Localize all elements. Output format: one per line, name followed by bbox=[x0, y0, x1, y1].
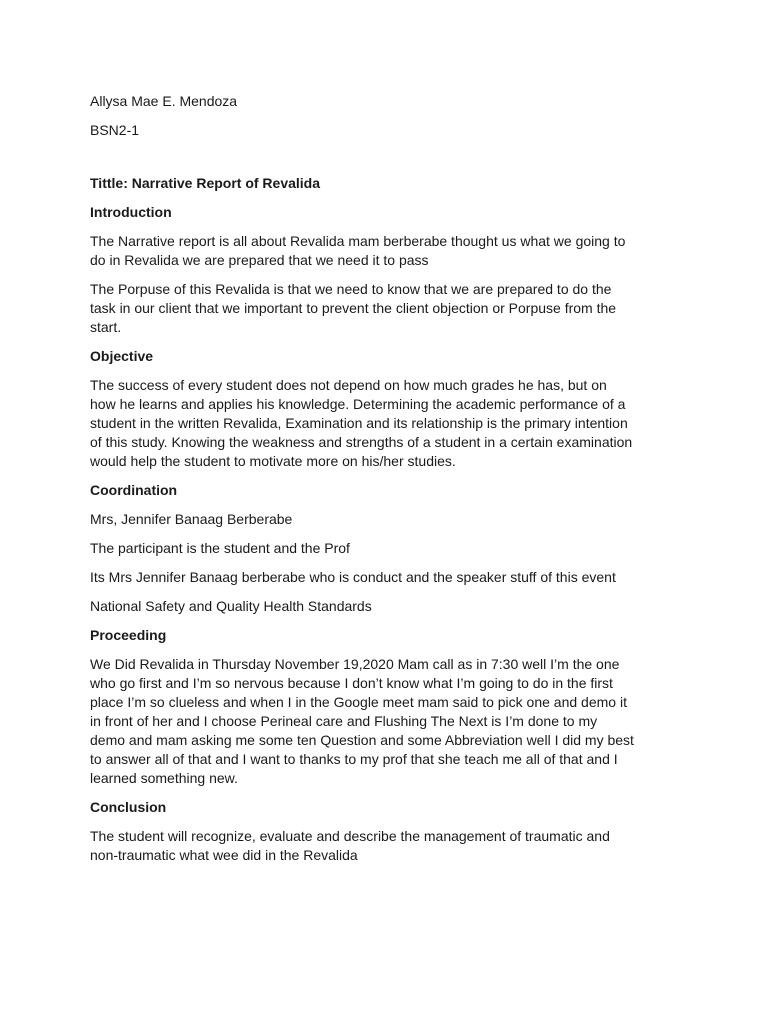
coordination-line-1: Mrs, Jennifer Banaag Berberabe bbox=[90, 511, 293, 527]
text-line: The student will recognize, evaluate and describe the management of traumatic and bbox=[90, 828, 610, 844]
text-line: who go first and I’m so nervous because I don’t know what I’m going to do in the first bbox=[90, 675, 613, 691]
heading-coordination: Coordination bbox=[90, 482, 178, 498]
text-line: place I’m so clueless and when I in the Google meet mam said to pick one and demo it bbox=[90, 694, 627, 710]
text-line: would help the student to motivate more on his/her studies. bbox=[90, 453, 456, 469]
objective-paragraph bbox=[90, 376, 690, 471]
text-line: learned something new. bbox=[90, 770, 238, 786]
text-line: demo and mam asking me some ten Question and some Abbreviation well I did my best bbox=[90, 732, 634, 748]
coordination-line-3: Its Mrs Jennifer Banaag berberabe who is conduct and the speaker stuff of this event bbox=[90, 569, 616, 585]
conclusion-paragraph bbox=[90, 827, 690, 865]
text-line: of this study. Knowing the weakness and strengths of a student in a certain examination bbox=[90, 434, 633, 450]
text-line: to answer all of that and I want to thanks to my prof that she teach me all of that and I bbox=[90, 751, 618, 767]
text-line: in front of her and I choose Perineal care and Flushing The Next is I’m done to my bbox=[90, 713, 598, 729]
introduction-paragraph-1 bbox=[90, 232, 690, 270]
text-line: task in our client that we important to prevent the client objection or Porpuse from the bbox=[90, 300, 617, 316]
author-course: BSN2-1 bbox=[90, 122, 140, 138]
text-line: how he learns and applies his knowledge. Determining the academic performance of a bbox=[90, 396, 626, 412]
coordination-line-2: The participant is the student and the Prof bbox=[90, 540, 350, 556]
coordination-line-4: National Safety and Quality Health Standards bbox=[90, 598, 372, 614]
text-line: do in Revalida we are prepared that we need it to pass bbox=[90, 252, 429, 268]
author-name: Allysa Mae E. Mendoza bbox=[90, 93, 238, 109]
text-line: The Porpuse of this Revalida is that we need to know that we are prepared to do the bbox=[90, 281, 612, 297]
text-line: The success of every student does not depend on how much grades he has, but on bbox=[90, 377, 607, 393]
heading-conclusion: Conclusion bbox=[90, 799, 167, 815]
document-page bbox=[90, 92, 690, 875]
introduction-paragraph-2 bbox=[90, 280, 690, 337]
heading-proceeding: Proceeding bbox=[90, 627, 167, 643]
text-line: student in the written Revalida, Examination and its relationship is the primary intention bbox=[90, 415, 628, 431]
text-line: non-traumatic what wee did in the Revalida bbox=[90, 847, 358, 863]
text-line: start. bbox=[90, 319, 122, 335]
text-line: We Did Revalida in Thursday November 19,2020 Mam call as in 7:30 well I’m the one bbox=[90, 656, 620, 672]
document-title: Tittle: Narrative Report of Revalida bbox=[90, 175, 321, 191]
heading-introduction: Introduction bbox=[90, 204, 172, 220]
heading-objective: Objective bbox=[90, 348, 154, 364]
text-line: The Narrative report is all about Revalida mam berberabe thought us what we going to bbox=[90, 233, 626, 249]
proceeding-paragraph bbox=[90, 655, 690, 788]
